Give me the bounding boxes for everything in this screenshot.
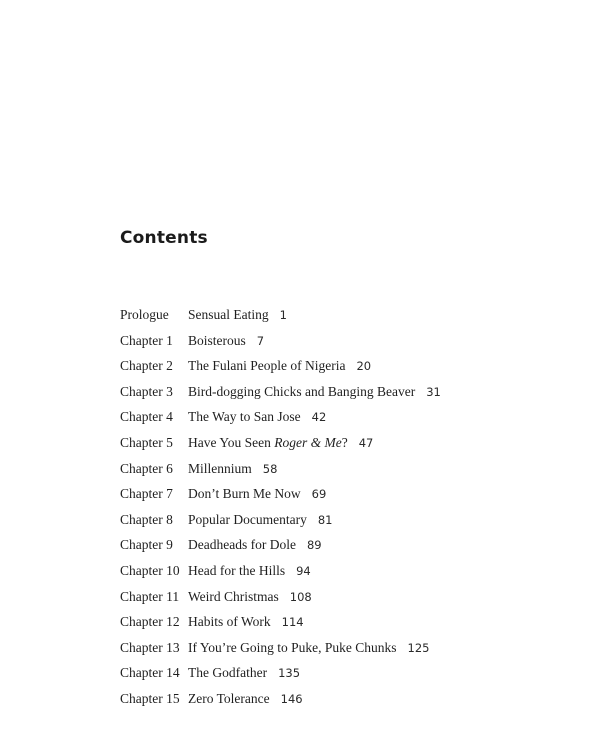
- toc-entry-chapter-9: [120, 537, 580, 563]
- entry-title: [188, 435, 348, 451]
- entry-page-number: 146: [280, 691, 303, 706]
- entry-page-number: 7: [256, 333, 265, 348]
- entry-page-number: 47: [358, 435, 374, 450]
- toc-entry-chapter-8: [120, 512, 580, 538]
- entry-title: Millennium: [188, 460, 252, 476]
- entry-title: Habits of Work: [188, 614, 271, 630]
- toc-entry-chapter-11: [120, 589, 580, 615]
- entry-page-number: 108: [289, 589, 312, 604]
- entry-page-number: 31: [426, 384, 441, 399]
- entry-title: Bird-dogging Chicks and Banging Beaver: [188, 383, 416, 399]
- toc-entry-chapter-14: [120, 665, 580, 691]
- entry-page-number: 94: [296, 563, 311, 578]
- entry-title-italic: Roger & Me: [274, 434, 342, 450]
- entry-page-number: 89: [306, 538, 322, 553]
- entry-label: Chapter 5: [120, 434, 173, 450]
- entry-label: Chapter 14: [120, 665, 180, 681]
- entry-title: Don’t Burn Me Now: [188, 486, 301, 502]
- entry-title-suffix: ?: [341, 434, 348, 450]
- entry-label: Chapter 12: [120, 614, 180, 630]
- entry-title-prefix: Have You Seen: [188, 434, 275, 450]
- entry-page-number: 125: [407, 640, 430, 655]
- entry-label: Chapter 2: [120, 358, 173, 374]
- entry-label: Prologue: [120, 307, 169, 322]
- toc-entry-chapter-2: [120, 358, 580, 384]
- table-of-contents: [120, 307, 580, 717]
- entry-label: Chapter 1: [120, 332, 173, 348]
- entry-page-number: 58: [262, 461, 278, 476]
- entry-label: Chapter 15: [120, 690, 180, 706]
- toc-entry-chapter-4: [120, 409, 580, 435]
- toc-entry-chapter-7: [120, 486, 580, 512]
- entry-title: The Godfather: [188, 665, 268, 681]
- entry-label: Chapter 10: [120, 562, 180, 578]
- toc-entry-chapter-5: [120, 435, 580, 461]
- contents-heading: Contents: [120, 228, 208, 248]
- toc-entry-chapter-15: [120, 691, 580, 717]
- entry-title: Head for the Hills: [188, 562, 286, 578]
- entry-title: The Way to San Jose: [188, 409, 301, 425]
- entry-page-number: 81: [317, 512, 333, 527]
- entry-page-number: 42: [311, 410, 327, 425]
- entry-label: Chapter 9: [120, 537, 173, 553]
- entry-title: Zero Tolerance: [188, 690, 270, 706]
- entry-label: Chapter 8: [120, 511, 173, 527]
- entry-page-number: 114: [281, 615, 304, 630]
- entry-label: Chapter 7: [120, 486, 173, 502]
- toc-entry-chapter-3: [120, 384, 580, 410]
- entry-title: The Fulani People of Nigeria: [188, 358, 346, 374]
- entry-title: Popular Documentary: [188, 511, 307, 527]
- entry-title: Deadheads for Dole: [188, 537, 296, 553]
- toc-entry-chapter-6: [120, 461, 580, 487]
- entry-title: Boisterous: [188, 332, 246, 348]
- toc-entry-chapter-10: [120, 563, 580, 589]
- entry-label: Chapter 6: [120, 460, 173, 476]
- entry-page-number: 20: [356, 359, 372, 374]
- entry-label: Chapter 4: [120, 409, 173, 425]
- entry-title: If You’re Going to Puke, Puke Chunks: [188, 639, 397, 655]
- entry-page-number: 69: [311, 487, 327, 502]
- toc-entry-chapter-1: [120, 333, 580, 359]
- entry-label: Chapter 3: [120, 383, 173, 399]
- entry-page-number: 135: [278, 666, 301, 681]
- entry-label: Chapter 11: [120, 588, 180, 604]
- entry-page-number: 1: [279, 308, 287, 322]
- toc-entry-chapter-13: [120, 640, 580, 666]
- toc-entry-chapter-12: [120, 614, 580, 640]
- entry-title: Weird Christmas: [188, 588, 279, 604]
- entry-title: Sensual Eating: [188, 307, 269, 322]
- toc-entry-prologue: [120, 307, 580, 333]
- entry-label: Chapter 13: [120, 639, 180, 655]
